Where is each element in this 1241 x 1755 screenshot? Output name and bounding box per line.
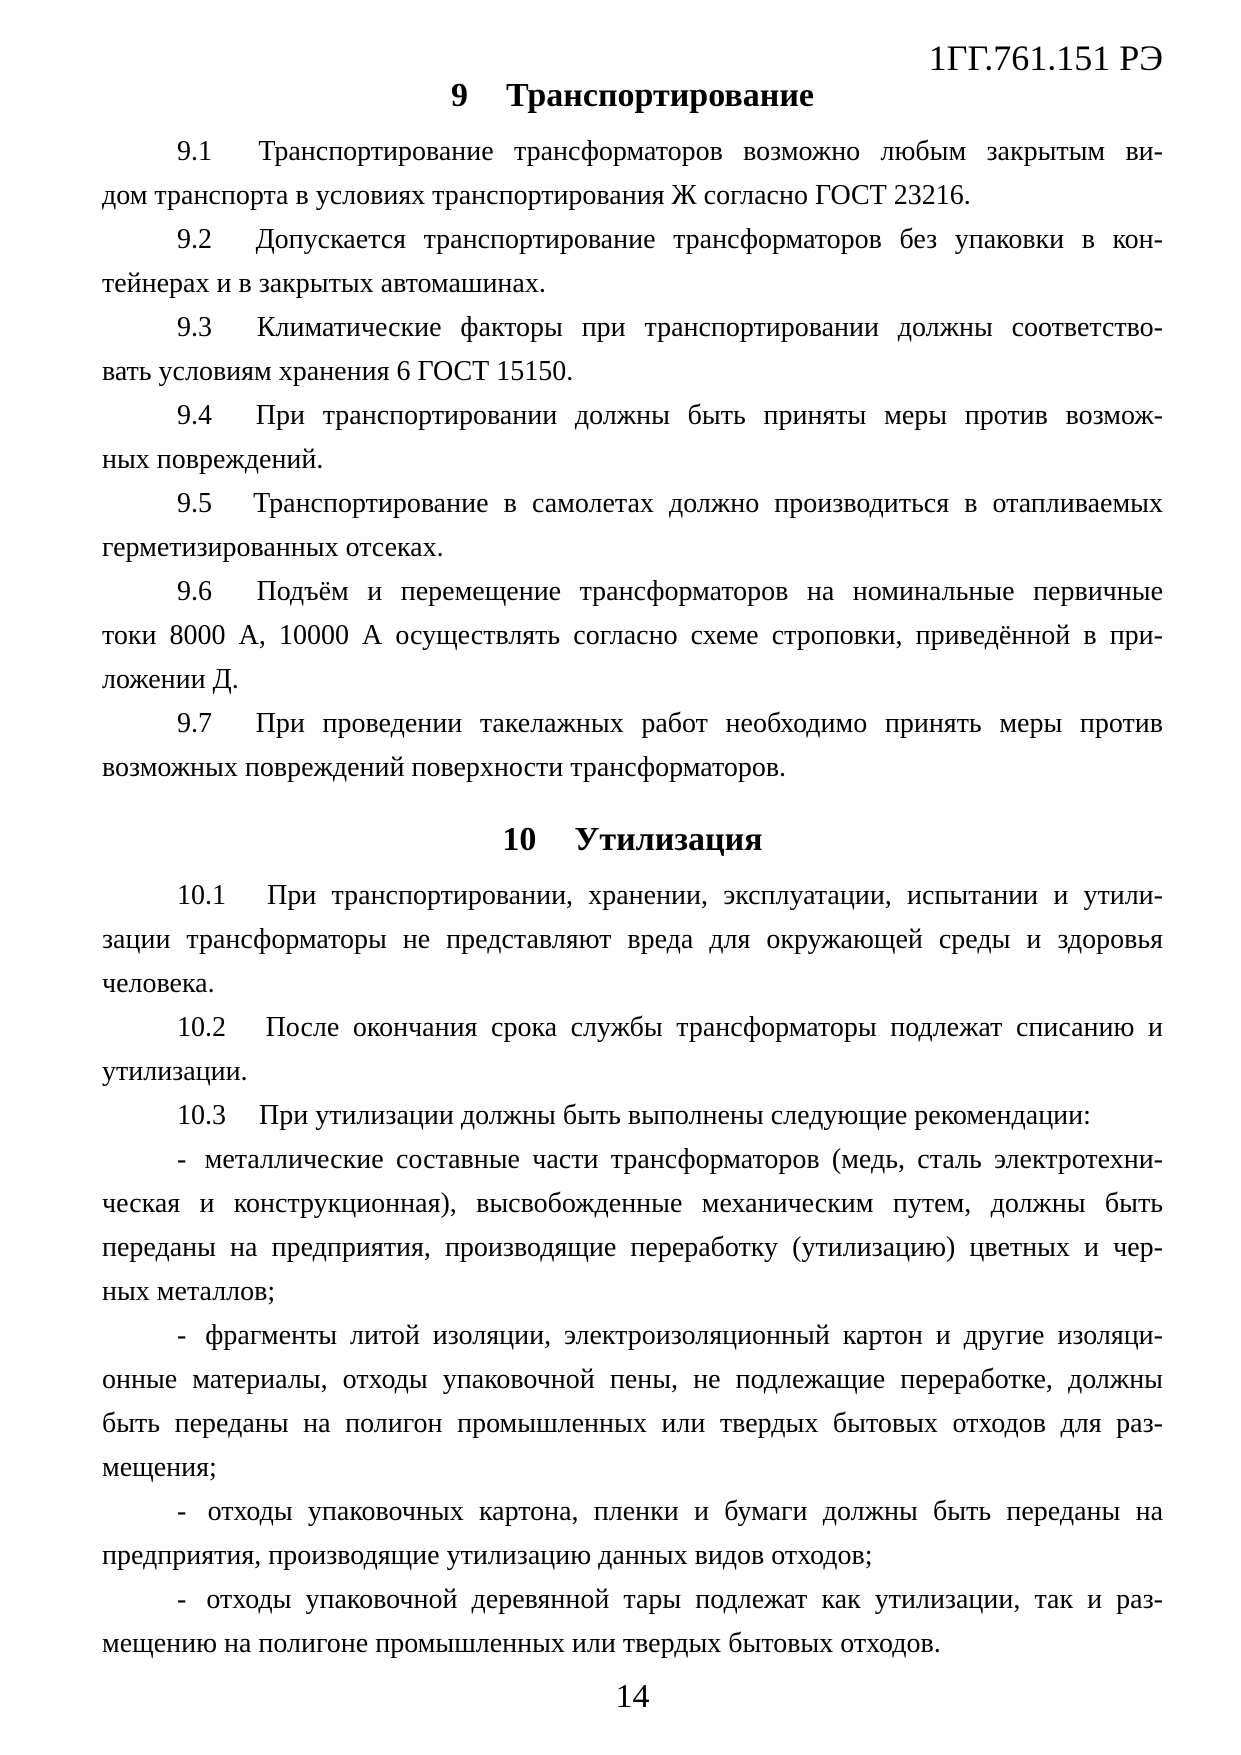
text-line: - отходы упаковочной деревянной тары подлежат как утилизации, так и раз- xyxy=(177,1584,1163,1615)
paragraph-number: 9.1 xyxy=(177,136,212,167)
bullet-dash: - xyxy=(177,1320,187,1351)
section-title: Утилизация xyxy=(574,821,763,858)
text-line: переданы на предприятия, производящие переработку (утилизацию) цветных и чер- xyxy=(102,1232,1163,1263)
text-line: ных повреждений. xyxy=(102,444,324,475)
text-line: мещения; xyxy=(102,1452,217,1483)
text-line: зации трансформаторы не представляют вреда для окружающей среды и здоровья xyxy=(102,924,1163,955)
text-line: 9.4 При транспортировании должны быть приняты меры против возмож- xyxy=(177,400,1163,431)
text-line: токи 8000 А, 10000 А осуществлять согласно схеме строповки, приведённой в при- xyxy=(102,620,1163,651)
text-line: быть переданы на полигон промышленных или твердых бытовых отходов для раз- xyxy=(102,1408,1163,1439)
text-line: ных металлов; xyxy=(102,1276,276,1307)
text-line: утилизации. xyxy=(102,1056,248,1087)
paragraph-number: 9.5 xyxy=(177,488,212,519)
text-line: 10.2 После окончания срока службы трансформаторы подлежат списанию и xyxy=(177,1012,1163,1043)
text-line: герметизированных отсеках. xyxy=(102,532,444,563)
page-number: 14 xyxy=(615,1678,650,1715)
paragraph-number: 9.4 xyxy=(177,400,212,431)
paragraph-number: 10.2 xyxy=(177,1012,226,1043)
text-line: 9.2 Допускается транспортирование трансформаторов без упаковки в кон- xyxy=(177,224,1163,255)
text-line: мещению на полигоне промышленных или твердых бытовых отходов. xyxy=(102,1628,941,1659)
bullet-dash: - xyxy=(177,1496,187,1527)
paragraph-number: 9.2 xyxy=(177,224,212,255)
text-line: 9.3 Климатические факторы при транспортировании должны соответство- xyxy=(177,312,1163,343)
section-title: Транспортирование xyxy=(505,77,814,114)
bullet-dash: - xyxy=(177,1144,187,1175)
text-line: ложении Д. xyxy=(102,664,239,695)
text-line: человека. xyxy=(102,968,215,999)
paragraph-number: 9.3 xyxy=(177,312,212,343)
text-line: 9.6 Подъём и перемещение трансформаторов на номинальные первичные xyxy=(177,576,1163,607)
bullet-dash: - xyxy=(177,1584,187,1615)
page-header xyxy=(102,40,1163,76)
section-heading xyxy=(102,820,1163,860)
text-line: - отходы упаковочных картона, пленки и бумаги должны быть переданы на xyxy=(177,1496,1163,1527)
text-line: - металлические составные части трансформаторов (медь, сталь электротехни- xyxy=(177,1144,1163,1175)
page-footer xyxy=(102,1680,1163,1714)
section-paragraphs xyxy=(102,874,1163,1666)
text-line: 9.5 Транспортирование в самолетах должно производиться в отапливаемых xyxy=(177,488,1163,519)
section-heading xyxy=(102,76,1163,116)
text-line: 9.1 Транспортирование трансформаторов возможно любым закрытым ви- xyxy=(177,136,1163,167)
text-line: дом транспорта в условиях транспортирования Ж согласно ГОСТ 23216. xyxy=(102,180,971,211)
paragraph-number: 10.3 xyxy=(177,1100,226,1131)
section-paragraphs xyxy=(102,130,1163,790)
section-number: 10 xyxy=(502,821,537,858)
text-line: ческая и конструкционная), высвобожденные механическим путем, должны быть xyxy=(102,1188,1163,1219)
page-content xyxy=(102,40,1163,1714)
document-section xyxy=(102,820,1163,1666)
paragraph-number: 10.1 xyxy=(177,880,226,911)
section-number: 9 xyxy=(450,77,468,114)
text-line: 10.1 При транспортировании, хранении, эксплуатации, испытании и утили- xyxy=(177,880,1163,911)
text-line: возможных повреждений поверхности трансформаторов. xyxy=(102,752,787,783)
paragraph-number: 9.6 xyxy=(177,576,212,607)
text-line: предприятия, производящие утилизацию данных видов отходов; xyxy=(102,1540,873,1571)
text-line: 10.3 При утилизации должны быть выполнены следующие рекомендации: xyxy=(177,1100,1091,1131)
text-line: вать условиям хранения 6 ГОСТ 15150. xyxy=(102,356,574,387)
document-code: 1ГГ.761.151 РЭ xyxy=(928,38,1163,78)
document-body xyxy=(102,76,1163,1666)
paragraph-number: 9.7 xyxy=(177,708,212,739)
text-line: тейнерах и в закрытых автомашинах. xyxy=(102,268,546,299)
text-line: 9.7 При проведении такелажных работ необходимо принять меры против xyxy=(177,708,1163,739)
text-line: - фрагменты литой изоляции, электроизоляционный картон и другие изоляци- xyxy=(177,1320,1163,1351)
document-section xyxy=(102,76,1163,790)
text-line: онные материалы, отходы упаковочной пены, не подлежащие переработке, должны xyxy=(102,1364,1163,1395)
